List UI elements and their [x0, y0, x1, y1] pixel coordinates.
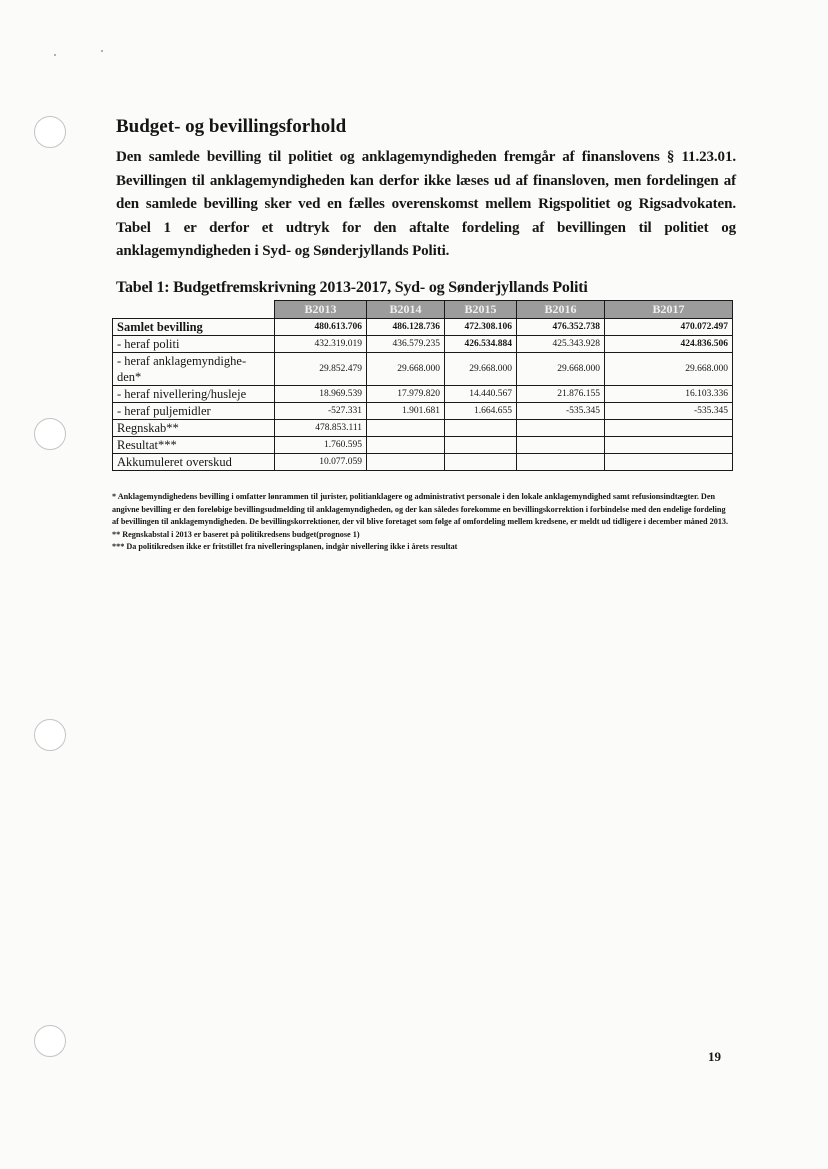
- binder-hole-3: [34, 719, 66, 751]
- cell-value: [605, 437, 733, 454]
- cell-value: 1.901.681: [367, 403, 445, 420]
- cell-value: [367, 454, 445, 471]
- table-row-heraf-politi: [113, 336, 733, 353]
- cell-value: 29.668.000: [517, 353, 605, 386]
- scan-speck: [54, 54, 56, 56]
- binder-hole-1: [34, 116, 66, 148]
- cell-value: 425.343.928: [517, 336, 605, 353]
- row-label: Resultat***: [113, 437, 275, 454]
- cell-value: 1.664.655: [445, 403, 517, 420]
- cell-value: 17.979.820: [367, 386, 445, 403]
- cell-value: 29.668.000: [445, 353, 517, 386]
- cell-value: [605, 454, 733, 471]
- footnote-1: * Anklagemyndighedens bevilling i omfatter lønrammen til jurister, politianklagere og administrativt personale i den lokale anklagemyndighed samt refusionsindtægter. Den angivne bevilling er den foreløbige bevillingsudmelding til anklagemyndigheden, og der kan således forekomme en bevillingskorrektion i forbindelse med den endelige fordeling af bevillingen til anklagemyndigheden. De bevillingskorrektioner, der vil blive foretaget som følge af omfordeling mellem kredsene, er meldt ud tidligere i december måned 2013.: [112, 492, 729, 527]
- binder-hole-4: [34, 1025, 66, 1057]
- cell-value: 29.852.479: [275, 353, 367, 386]
- column-header-b2014: B2014: [367, 301, 445, 319]
- cell-value: 472.308.106: [445, 319, 517, 336]
- footnote-2: ** Regnskabstal i 2013 er baseret på politikredsens budget(prognose 1): [112, 529, 360, 539]
- cell-value: [517, 437, 605, 454]
- cell-value: 10.077.059: [275, 454, 367, 471]
- column-header-b2016: B2016: [517, 301, 605, 319]
- budget-table: [112, 300, 733, 471]
- cell-value: 478.853.111: [275, 420, 367, 437]
- cell-value: [445, 454, 517, 471]
- cell-value: 29.668.000: [605, 353, 733, 386]
- cell-value: 486.128.736: [367, 319, 445, 336]
- row-label: Samlet bevilling: [113, 319, 275, 336]
- table-title: Tabel 1: Budgetfremskrivning 2013-2017, Syd- og Sønderjyllands Politi: [116, 279, 588, 296]
- table-header-row: [113, 301, 733, 319]
- row-label: Akkumuleret overskud: [113, 454, 275, 471]
- column-header-b2015: B2015: [445, 301, 517, 319]
- row-label: Regnskab**: [113, 420, 275, 437]
- cell-value: 1.760.595: [275, 437, 367, 454]
- scan-speck: [101, 50, 103, 52]
- table-row-heraf-puljemidler: [113, 403, 733, 420]
- table-row-resultat: [113, 437, 733, 454]
- column-header-b2013: B2013: [275, 301, 367, 319]
- table-row-samlet-bevilling: [113, 319, 733, 336]
- cell-value: -535.345: [517, 403, 605, 420]
- body-paragraph: Den samlede bevilling til politiet og anklagemyndigheden fremgår af finanslovens § 11.23.01. Bevillingen til anklagemyndigheden kan derfor ikke læses ud af finansloven, men fordelingen af den samlede bevilling sker ved en fælles overenskomst mellem Rigspolitiet og Rigsadvokaten. Tabel 1 er derfor et udtryk for den aftalte fordeling af bevillingen til politiet og anklagemyndigheden i Syd- og Sønderjyllands Politi.: [116, 149, 736, 259]
- cell-value: 424.836.506: [605, 336, 733, 353]
- cell-value: [367, 437, 445, 454]
- cell-value: 470.072.497: [605, 319, 733, 336]
- section-heading: Budget- og bevillingsforhold: [116, 116, 347, 137]
- row-label: - heraf anklagemyndighe-den*: [113, 353, 275, 386]
- cell-value: 432.319.019: [275, 336, 367, 353]
- table-row-heraf-nivellering: [113, 386, 733, 403]
- table-header-corner: [113, 301, 275, 319]
- cell-value: 16.103.336: [605, 386, 733, 403]
- cell-value: [517, 454, 605, 471]
- binder-hole-2: [34, 418, 66, 450]
- cell-value: 14.440.567: [445, 386, 517, 403]
- cell-value: 476.352.738: [517, 319, 605, 336]
- table-footnotes: [112, 491, 734, 554]
- cell-value: 426.534.884: [445, 336, 517, 353]
- row-label: - heraf politi: [113, 336, 275, 353]
- cell-value: [367, 420, 445, 437]
- cell-value: 29.668.000: [367, 353, 445, 386]
- row-label: - heraf nivellering/husleje: [113, 386, 275, 403]
- row-label: - heraf puljemidler: [113, 403, 275, 420]
- cell-value: [445, 420, 517, 437]
- page-number: 19: [708, 1049, 721, 1064]
- cell-value: [517, 420, 605, 437]
- cell-value: -527.331: [275, 403, 367, 420]
- cell-value: 18.969.539: [275, 386, 367, 403]
- table-row-akkumuleret-overskud: [113, 454, 733, 471]
- table-row-regnskab: [113, 420, 733, 437]
- table-row-heraf-anklagemyndigheden: [113, 353, 733, 386]
- cell-value: [605, 420, 733, 437]
- cell-value: -535.345: [605, 403, 733, 420]
- cell-value: 436.579.235: [367, 336, 445, 353]
- cell-value: 480.613.706: [275, 319, 367, 336]
- footnote-3: *** Da politikredsen ikke er fritstillet fra nivelleringsplanen, indgår nivellering ikke i årets resultat: [112, 542, 458, 552]
- cell-value: [445, 437, 517, 454]
- column-header-b2017: B2017: [605, 301, 733, 319]
- cell-value: 21.876.155: [517, 386, 605, 403]
